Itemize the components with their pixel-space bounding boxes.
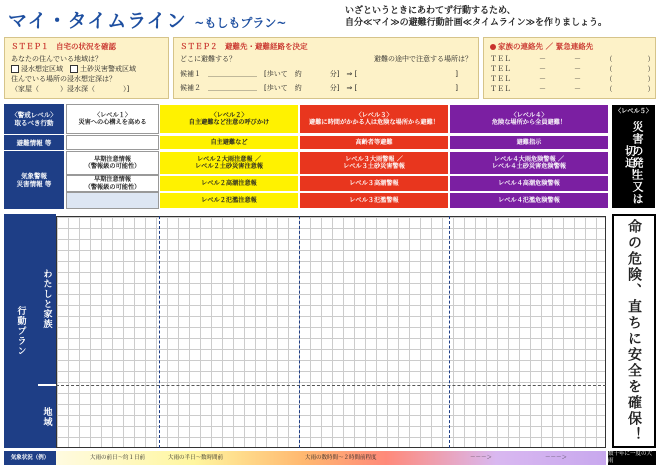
contact-panel: 家族の連絡先 ／ 緊急連絡先 ＴＥＬ － － （ ） ＴＥＬ － － （ ） ＴＥＬ － － （ ） ＴＥＬ － － （ ） bbox=[483, 37, 656, 99]
weather-l3c: レベル３氾濫警報 bbox=[299, 192, 449, 209]
page-title: マイ・タイムライン ~もしもプラン~ bbox=[8, 10, 287, 32]
step2-heading: ＳＴＥＰ２ 避難先・避難経路を決定 bbox=[180, 42, 308, 51]
level1-header: 〈レベル１〉 災害への心構えを高める bbox=[66, 104, 159, 134]
level3-header: 〈レベル３〉 避難に時間がかかる人は危険な場所から避難！ bbox=[299, 104, 449, 134]
evac-l2: 自主避難など bbox=[159, 135, 299, 150]
weather-l4a: レベル４大雨危険警報 ／ レベル４土砂災害危険警報 bbox=[449, 151, 609, 175]
family-label: わたしと家族 bbox=[38, 214, 56, 384]
level4-header: 〈レベル４〉 危険な場所から全員避難！ bbox=[449, 104, 609, 134]
step1-heading: ＳＴＥＰ１ 自宅の状況を確認 bbox=[11, 42, 116, 51]
level5-header: 〈レベル５〉 災害の発生又は切迫！ bbox=[611, 104, 656, 209]
area-label: 地域 bbox=[38, 386, 56, 448]
grid-divider bbox=[56, 385, 606, 386]
page-subtitle: ~もしもプラン~ bbox=[194, 16, 287, 30]
checkbox-landslide[interactable] bbox=[70, 65, 78, 73]
col-divider-2 bbox=[299, 216, 300, 448]
step1-panel: ＳＴＥＰ１ 自宅の状況を確認 あなたの住んでいる地域は？ 浸水想定区域 土砂災害警戒区域 住んでいる場所の浸水想定深は？ （家屋（ ）浸水深（ ）] bbox=[4, 37, 169, 99]
dot-icon bbox=[490, 44, 496, 50]
label-evac-info: 避難情報 等 bbox=[4, 135, 64, 150]
weather-l3b: レベル３高潮警報 bbox=[299, 175, 449, 192]
footer-s6: 数十年に一度の大雨 bbox=[608, 451, 656, 465]
evac-l3: 高齢者等避難 bbox=[299, 135, 449, 150]
footer-s5: －－－＞ bbox=[545, 455, 568, 461]
weather-l1a: 早期注意情報 （警報級の可能性） bbox=[66, 151, 159, 175]
footer-s2: 大雨の半日～数時間前 bbox=[168, 455, 224, 461]
footer-label: 気象状況（例） bbox=[4, 451, 56, 465]
label-alert-level: 〈警戒レベル〉 取るべき行動 bbox=[4, 104, 64, 134]
urgent-box: 命の危険、直ちに安全を確保！ bbox=[612, 214, 656, 448]
weather-l1b: 早期注意情報 （警報級の可能性） bbox=[66, 175, 159, 192]
weather-l2c: レベル２氾濫注意報 bbox=[159, 192, 299, 209]
footer-s3: 大雨の数時間～２時間前程度 bbox=[305, 455, 377, 461]
step2-panel: ＳＴＥＰ２ 避難先・避難経路を決定 どこに避難する？ 避難の途中で注意する場所は？ 候補１ ＿＿＿＿＿＿＿ [歩いて 約 分] ⇒ [ ] 候補２ ＿＿＿＿＿＿＿ [歩いて 約 分] ⇒ [ ] bbox=[173, 37, 479, 99]
weather-l2b: レベル２高潮注意報 bbox=[159, 175, 299, 192]
evac-l1 bbox=[66, 135, 159, 150]
checkbox-flood[interactable] bbox=[11, 65, 19, 73]
footer-s4: －－－＞ bbox=[470, 455, 493, 461]
col-divider-3 bbox=[449, 216, 450, 448]
weather-l2a: レベル２大雨注意報 ／ レベル２土砂災害注意報 bbox=[159, 151, 299, 175]
evac-l4: 避難指示 bbox=[449, 135, 609, 150]
plan-grid[interactable] bbox=[56, 216, 606, 448]
weather-l4c: レベル４氾濫危険警報 bbox=[449, 192, 609, 209]
footer-s1: 大雨の前日～約１日前 bbox=[90, 455, 146, 461]
label-weather: 気象警報 災害情報 等 bbox=[4, 151, 64, 209]
col-divider-1 bbox=[159, 216, 160, 448]
lead-text: いざというときにあわてず行動するため、 自分≪マイ≫の避難行動計画≪タイムライン≫を作りましょう。 bbox=[345, 6, 608, 28]
level2-header: 〈レベル２〉 自主避難など注意の呼びかけ bbox=[159, 104, 299, 134]
weather-l3a: レベル３大雨警報 ／ レベル３土砂災害警報 bbox=[299, 151, 449, 175]
contact-heading: 家族の連絡先 ／ 緊急連絡先 bbox=[498, 42, 594, 51]
weather-l4b: レベル４高潮危険警報 bbox=[449, 175, 609, 192]
weather-l1c bbox=[66, 192, 159, 209]
plan-label: 行動プラン bbox=[4, 214, 38, 448]
